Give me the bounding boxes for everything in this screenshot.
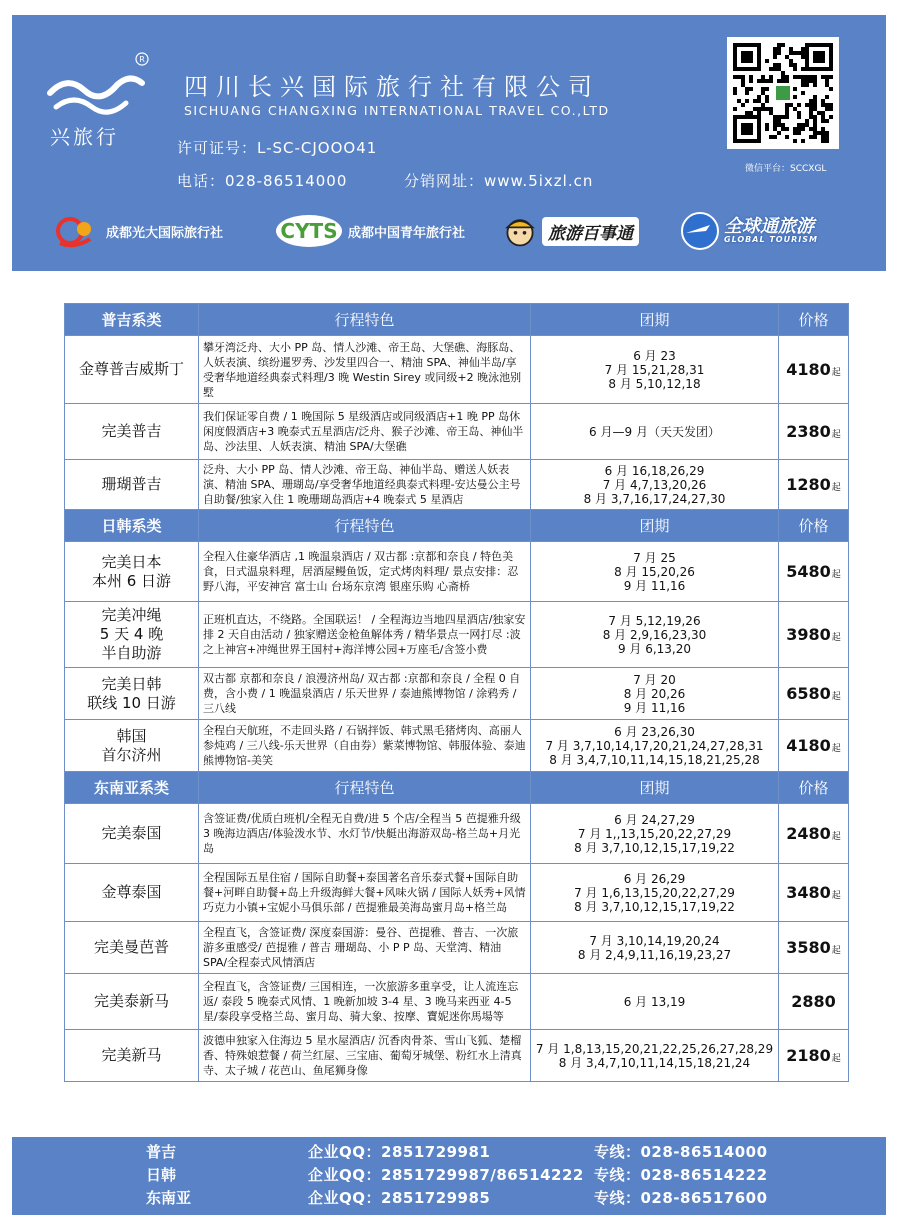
tour-name: [65, 974, 199, 1030]
qr-caption: 微信平台：SCCXGL: [745, 164, 827, 174]
price-suffix: 起: [831, 744, 841, 754]
footer-category: 东南亚: [146, 1189, 192, 1207]
price-value: 3980: [786, 625, 831, 644]
tour-name: [65, 460, 199, 510]
tour-name-line: 完美冲绳: [101, 606, 162, 624]
price-value: 3580: [786, 938, 831, 957]
qr-code-icon: [727, 37, 839, 149]
date-line: 8 月 5,10,12,18: [608, 376, 701, 391]
tour-dates: [531, 864, 779, 922]
tour-name: [65, 1030, 199, 1082]
tour-dates: [531, 1030, 779, 1082]
col-dates-header: 团期: [531, 510, 779, 542]
tour-features: 全程直飞，含签证费/ 深度泰国游：曼谷、芭提雅、普吉、一次旅游多重感受/ 芭提雅 / 普吉 珊瑚岛、小 P P 岛、天堂湾、精油 SPA/全程泰式风情酒店: [199, 922, 531, 974]
tour-name-line: 首尔济州: [101, 745, 162, 764]
tour-price: [779, 864, 849, 922]
tour-dates: [531, 720, 779, 772]
price-suffix: 起: [831, 368, 841, 378]
tour-name: [65, 864, 199, 922]
bestone-brand: 旅游百事通: [542, 217, 639, 246]
tour-price-table: [64, 303, 849, 1082]
tour-features: 泛舟、大小 PP 岛、情人沙滩、帝王岛、神仙半岛、赠送人妖表演、精油 SPA、珊瑚岛/享受奢华地道经典泰式料理-安达曼公主号自助餐/独家入住 1 晚珊瑚岛酒店+4 晚泰式 5 星酒店: [199, 460, 531, 510]
date-line: 7 月 5,12,19,26: [608, 613, 701, 628]
tour-features: 攀牙湾泛舟、大小 PP 岛、情人沙滩、帝王岛、大堡礁、海豚岛、人妖表演、缤纷暹罗秀、沙发里四合一、精油 SPA、神仙半岛/享受奢华地道经典泰式料理/3 晚 Westin Sirey 或同级+2 晚泳池别墅: [199, 336, 531, 404]
tour-name: [65, 922, 199, 974]
date-line: 8 月 3,7,10,12,15,17,19,22: [574, 899, 735, 914]
tour-price: [779, 974, 849, 1030]
footer-hotline[interactable]: 专线：028-86517600: [594, 1189, 768, 1207]
price-value: 2480: [786, 824, 831, 843]
table-row: [65, 864, 849, 922]
logo-text: 兴旅行: [50, 125, 119, 149]
global-tourism-name: 全球通旅游: [724, 216, 814, 237]
tour-name-line: 完美新马: [101, 1046, 162, 1064]
tour-price: [779, 1030, 849, 1082]
date-line: 7 月 3,7,10,14,17,20,21,24,27,28,31: [545, 738, 764, 753]
partner-guangda: [50, 211, 223, 251]
company-name-en: SICHUANG CHANGXING INTERNATIONAL TRAVEL CO.,LTD: [184, 103, 610, 118]
tour-features: 含签证费/优质白班机/全程无自费/进 5 个店/全程当 5 芭提雅升级 3 晚海边酒店/体验泼水节、水灯节/快艇出海游双岛-格兰岛+月光岛: [199, 804, 531, 864]
tour-name-line: 珊瑚普吉: [101, 475, 162, 493]
tour-name-line: 完美泰国: [101, 824, 162, 842]
col-features-header: 行程特色: [199, 304, 531, 336]
date-line: 7 月 1,6,13,15,20,22,27,29: [574, 885, 735, 900]
mascot-icon: [502, 211, 538, 251]
table-row: [65, 336, 849, 404]
date-line: 7 月 3,10,14,19,20,24: [589, 933, 720, 948]
cyts-logo-icon: [274, 211, 344, 251]
price-suffix: 起: [831, 946, 841, 956]
footer-category: 日韩: [146, 1166, 177, 1184]
contact-footer: [12, 1137, 886, 1215]
tour-dates: [531, 804, 779, 864]
price-value: 4180: [786, 736, 831, 755]
price-suffix: 起: [831, 692, 841, 702]
date-line: 6 月 23,26,30: [614, 724, 695, 739]
section-header-row: [65, 510, 849, 542]
tour-name-line: 本州 6 日游: [91, 571, 172, 590]
date-line: 6 月 26,29: [623, 871, 686, 886]
global-tourism-brand: [724, 218, 818, 244]
date-line: 7 月 4,7,13,20,26: [602, 477, 707, 492]
globe-icon: [680, 211, 720, 251]
table-row: [65, 602, 849, 668]
tour-dates: [531, 542, 779, 602]
price-suffix: 起: [831, 832, 841, 842]
guangda-logo-icon: [50, 211, 102, 251]
price-value: 2380: [786, 422, 831, 441]
svg-text:CYTS: CYTS: [280, 219, 338, 243]
price-suffix: 起: [831, 570, 841, 580]
price-value: 6580: [786, 684, 831, 703]
tour-name: [65, 542, 199, 602]
tour-name-line: 半自助游: [101, 644, 162, 662]
date-line: 6 月 13,19: [623, 994, 686, 1009]
section-category: 东南亚系类: [65, 772, 199, 804]
tour-name: [65, 720, 199, 772]
date-line: 9 月 11,16: [623, 700, 686, 715]
tour-price: [779, 922, 849, 974]
tour-name-line: 完美日本: [101, 552, 162, 571]
tour-price: [779, 720, 849, 772]
col-price-header: 价格: [779, 510, 849, 542]
table-row: [65, 922, 849, 974]
partner-name: 成都中国青年旅行社: [348, 225, 466, 241]
date-line: 9 月 6,13,20: [617, 641, 692, 656]
tour-name: [65, 668, 199, 720]
date-line: 8 月 2,9,16,23,30: [602, 627, 707, 642]
price-suffix: 起: [831, 483, 841, 493]
table-row: [65, 974, 849, 1030]
table-row: [65, 404, 849, 460]
tour-features: 全程直飞，含签证费/ 三国相连，一次旅游多重享受，让人流连忘返/ 泰段 5 晚泰式风情、1 晚新加坡 3-4 星、3 晚马来西亚 4-5 星/泰段享受格兰岛、蜜月岛、骑大象、按摩、寶妮迷你馬場等: [199, 974, 531, 1030]
price-suffix: 起: [831, 633, 841, 643]
tour-name-line: 完美日韩: [101, 674, 162, 693]
date-line: 8 月 3,7,16,17,24,27,30: [583, 491, 726, 506]
date-line: 8 月 3,7,10,12,15,17,19,22: [574, 840, 735, 855]
tour-dates: [531, 602, 779, 668]
tour-name: [65, 336, 199, 404]
table-row: [65, 668, 849, 720]
tour-features: 正班机直达，不绕路。全国联运！ / 全程海边当地四星酒店/独家安排 2 天自由活动 / 独家赠送金枪鱼解体秀 / 精华景点一网打尽 :波之上神宫+冲绳世界王国村+海洋博公园+万座毛/含签小费: [199, 602, 531, 668]
date-line: 6 月 16,18,26,29: [604, 463, 705, 478]
tour-price: [779, 404, 849, 460]
table-row: [65, 720, 849, 772]
date-line: 7 月 1,,13,15,20,22,27,29: [577, 826, 732, 841]
date-line: 7 月 25: [633, 550, 676, 565]
footer-hotline[interactable]: 专线：028-86514222: [594, 1166, 768, 1184]
tour-name-line: 完美泰新马: [93, 992, 169, 1010]
tour-name-line: 5 天 4 晚: [99, 625, 164, 643]
price-suffix: 起: [831, 1054, 841, 1064]
section-category: 普吉系类: [65, 304, 199, 336]
partner-cyts: [274, 211, 465, 251]
partner-name: 成都光大国际旅行社: [106, 225, 224, 241]
col-features-header: 行程特色: [199, 772, 531, 804]
footer-qq[interactable]: 企业QQ：2851729987/86514222: [308, 1166, 584, 1184]
table-row: [65, 542, 849, 602]
date-line: 8 月 2,4,9,11,16,19,23,27: [577, 947, 732, 962]
price-suffix: 起: [831, 891, 841, 901]
svg-text:R: R: [139, 55, 145, 64]
tour-price: [779, 602, 849, 668]
tour-name-line: 完美曼芭普: [93, 938, 169, 956]
tour-dates: [531, 974, 779, 1030]
price-suffix: 起: [831, 430, 841, 440]
col-dates-header: 团期: [531, 772, 779, 804]
footer-category: 普吉: [146, 1143, 177, 1161]
tour-dates: [531, 668, 779, 720]
footer-hotline[interactable]: 专线：028-86514000: [594, 1143, 768, 1161]
license-number: 许可证号：L-SC-CJOOO41: [177, 139, 378, 157]
tour-price: [779, 336, 849, 404]
tour-name: [65, 804, 199, 864]
date-line: 8 月 20,26: [623, 686, 686, 701]
price-value: 2180: [786, 1046, 831, 1065]
price-value: 2880: [791, 992, 836, 1011]
table-row: [65, 1030, 849, 1082]
partner-bestone: [502, 211, 639, 251]
tour-price: [779, 804, 849, 864]
section-header-row: [65, 304, 849, 336]
date-line: 7 月 20: [633, 672, 676, 687]
tour-features: 波德申独家入住海边 5 星水屋酒店/ 沉香肉骨茶、雪山飞狐、楚榴香、特殊娘惹餐 / 荷兰红屋、三宝庙、葡萄牙城堡、粉红水上清真寺、太子城 / 花芭山、鱼尾狮身像: [199, 1030, 531, 1082]
tour-price: [779, 460, 849, 510]
section-header-row: [65, 772, 849, 804]
global-tourism-sub: GLOBAL TOURISM: [724, 235, 818, 244]
table-row: [65, 460, 849, 510]
tour-features: 我们保证零自费 / 1 晚国际 5 星级酒店或同级酒店+1 晚 PP 岛休闲度假酒店+3 晚泰式五星酒店/泛舟、猴子沙滩、帝王岛、神仙半岛、沙法里、人妖表演、精油 SPA/大堡礁: [199, 404, 531, 460]
date-line: 8 月 3,4,7,10,11,14,15,18,21,25,28: [549, 752, 760, 767]
footer-contact-row: [12, 1141, 886, 1163]
tour-features: 全程国际五星住宿 / 国际自助餐+泰国著名音乐泰式餐+国际自助餐+河畔自助餐+岛上升级海鲜大餐+风味火锅 / 国际人妖秀+风情巧克力小镇+宝妮小马俱乐部 / 芭提雅最美海岛蜜月岛+格兰岛: [199, 864, 531, 922]
price-value: 1280: [786, 475, 831, 494]
date-line: 7 月 1,8,13,15,20,21,22,25,26,27,28,29: [535, 1041, 774, 1056]
date-line: 6 月 24,27,29: [614, 812, 695, 827]
tour-name-line: 韩国: [116, 726, 147, 745]
footer-qq[interactable]: 企业QQ：2851729981: [308, 1143, 491, 1161]
company-name-cn: 四川长兴国际旅行社有限公司: [184, 73, 600, 101]
tour-name-line: 金尊泰国: [101, 883, 162, 901]
tour-name-line: 完美普吉: [101, 422, 162, 440]
date-line: 9 月 11,16: [623, 578, 686, 593]
website[interactable]: 分销网址：www.5ixzl.cn: [404, 172, 594, 190]
section-category: 日韩系类: [65, 510, 199, 542]
col-price-header: 价格: [779, 772, 849, 804]
tour-name-line: 联线 10 日游: [87, 693, 176, 712]
tour-name-line: 金尊普吉威斯丁: [78, 360, 184, 378]
tour-features: 双古都 京都和奈良 / 浪漫济州岛/ 双古都 :京都和奈良 / 全程 0 自费，含小费 / 1 晚温泉酒店 / 乐天世界 / 泰迪熊博物馆 / 涂鸦秀 / 三八线: [199, 668, 531, 720]
tour-dates: [531, 460, 779, 510]
tour-name: [65, 404, 199, 460]
phone-number: 电话：028-86514000: [177, 172, 348, 190]
footer-qq[interactable]: 企业QQ：2851729985: [308, 1189, 491, 1207]
price-value: 3480: [786, 883, 831, 902]
col-price-header: 价格: [779, 304, 849, 336]
price-value: 5480: [786, 562, 831, 581]
col-dates-header: 团期: [531, 304, 779, 336]
tour-price: [779, 542, 849, 602]
tour-name: [65, 602, 199, 668]
date-line: 6 月 23: [633, 348, 676, 363]
tour-features: 全程入住豪华酒店 ,1 晚温泉酒店 / 双古都 :京都和奈良 / 特色美食，日式温泉料理，居酒屋鳗鱼饭，定式烤肉料理/ 景点安排：忍野八海，平安神宫 富士山 台场东京湾 银座乐购 心斋桥: [199, 542, 531, 602]
date-line: 8 月 15,20,26: [614, 564, 695, 579]
tour-price: [779, 668, 849, 720]
partner-global-tourism: [680, 211, 818, 251]
header-banner: [12, 15, 886, 271]
tour-dates: [531, 336, 779, 404]
tour-features: 全程白天航班，不走回头路 / 石锅拌饭、韩式黑毛猪烤肉、高丽人参炖鸡 / 三八线-乐天世界（自由券）紫菜博物馆、韩服体验、泰迪熊博物馆-美笑: [199, 720, 531, 772]
footer-contact-row: [12, 1164, 886, 1186]
col-features-header: 行程特色: [199, 510, 531, 542]
date-line: 8 月 3,4,7,10,11,14,15,18,21,24: [558, 1055, 751, 1070]
tour-dates: [531, 922, 779, 974]
tour-dates: [531, 404, 779, 460]
price-value: 4180: [786, 360, 831, 379]
footer-contact-row: [12, 1187, 886, 1209]
table-row: [65, 804, 849, 864]
date-line: 6 月—9 月（天天发团）: [589, 424, 720, 439]
date-line: 7 月 15,21,28,31: [604, 362, 705, 377]
